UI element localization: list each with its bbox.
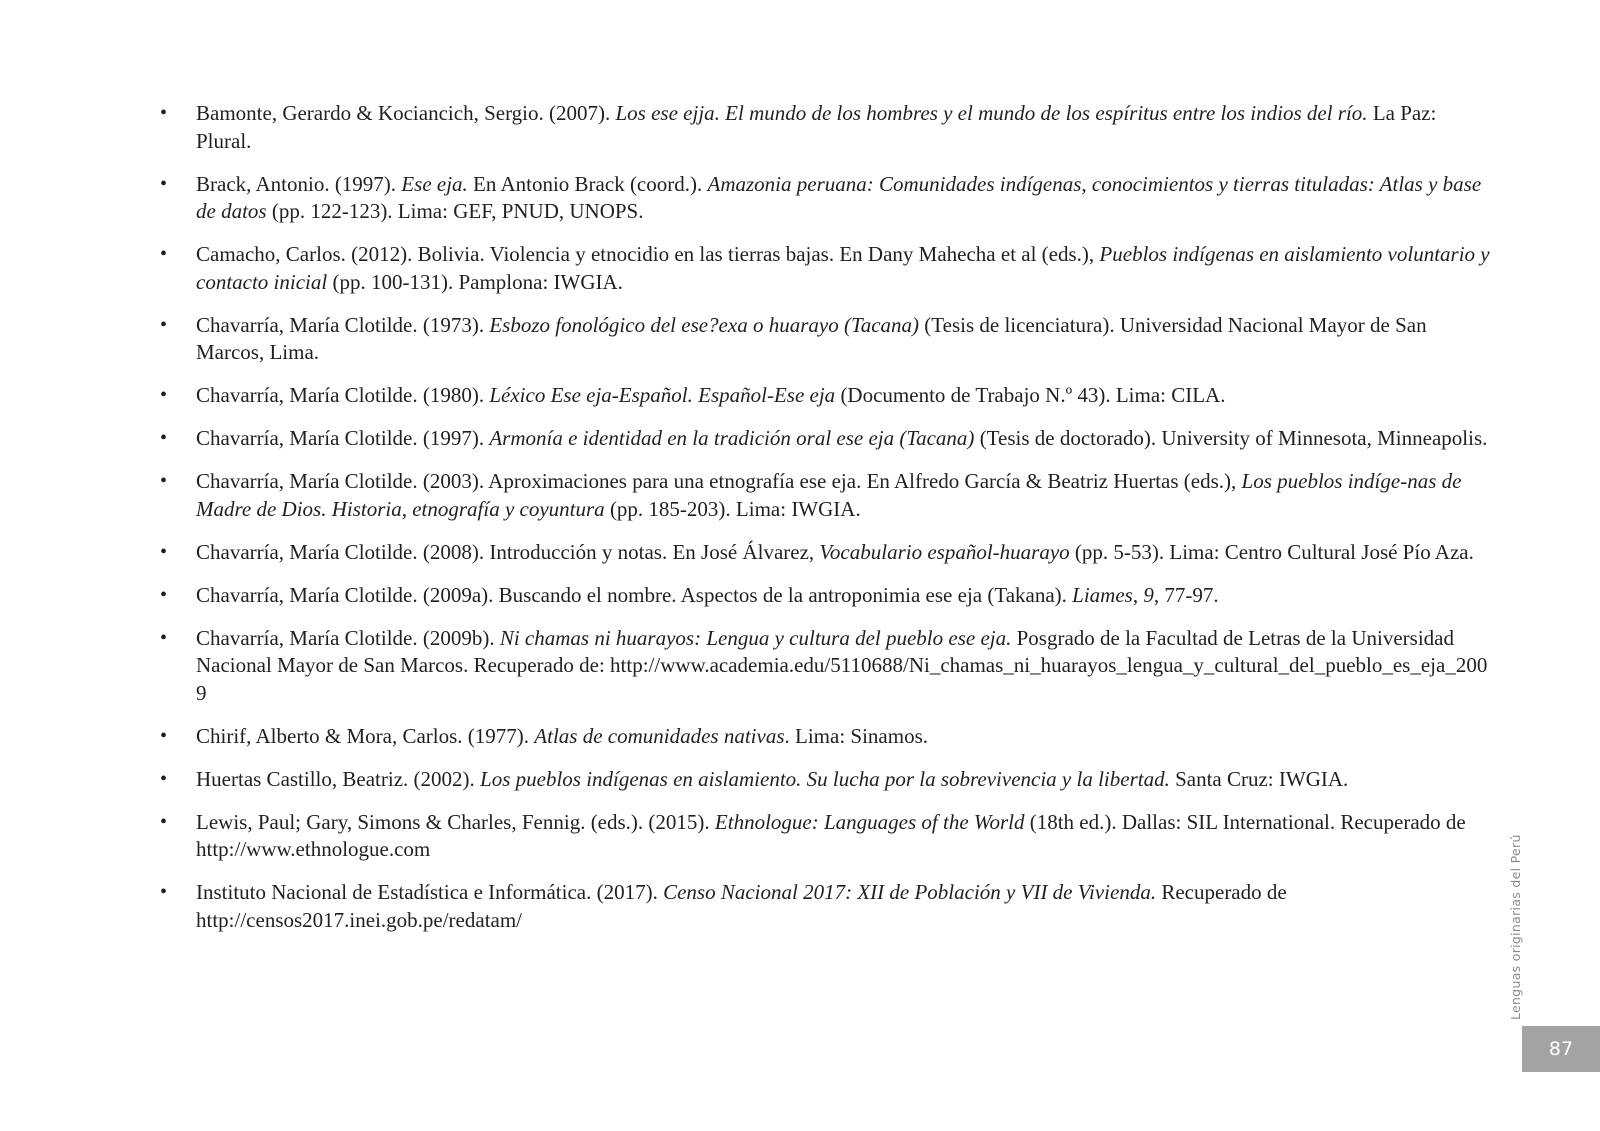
running-title: Lenguas originarias del Perú bbox=[1508, 834, 1523, 1020]
reference-item bbox=[160, 625, 1496, 708]
reference-text: http://www.academia.edu/5110688/Ni_chamas_ni_huarayos_lengua_y_cultural_del_pueblo_es_eja_2009 bbox=[196, 653, 1488, 705]
reference-text: , bbox=[1132, 582, 1144, 607]
reference-text: (pp. 5-53). Lima: Centro Cultural José Pío Aza. bbox=[1069, 539, 1474, 564]
reference-text: Instituto Nacional de Estadística e Informática. (2017). bbox=[196, 880, 664, 904]
reference-title: Vocabulario español-huarayo bbox=[819, 539, 1070, 564]
reference-title: Ni chamas ni huarayos: Lengua y cultura del pueblo ese eja. bbox=[499, 625, 1012, 650]
reference-text: Brack, Antonio. (1997). bbox=[196, 171, 402, 196]
reference-title: Ese eja. bbox=[401, 171, 468, 196]
page-number-badge bbox=[1522, 1026, 1600, 1072]
reference-text: (Tesis de licenciatura). Universidad Nacional Mayor de San Marcos, Lima. bbox=[196, 312, 1427, 364]
reference-title: Liames bbox=[1072, 582, 1133, 607]
reference-text: Recuperado de http://censos2017.inei.gob.pe/redatam/ bbox=[196, 880, 1287, 932]
reference-text: Lewis, Paul; Gary, Simons & Charles, Fennig. (eds.). (2015). bbox=[196, 809, 715, 834]
reference-text: Chavarría, María Clotilde. (1980). bbox=[196, 383, 490, 407]
reference-item bbox=[160, 171, 1496, 226]
reference-item bbox=[160, 425, 1496, 453]
reference-text: Chavarría, María Clotilde. (2009a). Buscando el nombre. Aspectos de la antroponimia ese eja (Takana). bbox=[196, 582, 1073, 607]
page-number: 87 bbox=[1548, 1038, 1574, 1060]
reference-title: Los pueblos indíge-nas de Madre de Dios. Historia, etnografía y coyuntura bbox=[196, 469, 1462, 521]
reference-text: Camacho, Carlos. (2012). Bolivia. Violencia y etnocidio en las tierras bajas. En Dany Mahecha et al (eds.), bbox=[196, 242, 1100, 266]
reference-text: (pp. 100-131). Pamplona: IWGIA. bbox=[327, 269, 623, 294]
reference-text: (pp. 185-203). Lima: IWGIA. bbox=[604, 496, 861, 521]
reference-title: Armonía e identidad en la tradición oral ese eja (Tacana) bbox=[489, 426, 975, 450]
reference-item bbox=[160, 582, 1496, 610]
reference-text: Huertas Castillo, Beatriz. (2002). bbox=[196, 766, 481, 791]
reference-text: Chavarría, María Clotilde. (1973). bbox=[196, 312, 490, 337]
reference-item bbox=[160, 723, 1496, 751]
reference-text: Bamonte, Gerardo & Kociancich, Sergio. (2007). bbox=[196, 101, 616, 125]
reference-item bbox=[160, 468, 1496, 523]
reference-text: En Antonio Brack (coord.). bbox=[467, 171, 708, 196]
reference-item bbox=[160, 241, 1496, 296]
reference-list bbox=[160, 100, 1496, 950]
reference-title: Los ese ejja. El mundo de los hombres y el mundo de los espíritus entre los indios del río. bbox=[615, 101, 1368, 125]
reference-title: Esbozo fonológico del ese?exa o huarayo (Tacana) bbox=[489, 312, 920, 337]
reference-item bbox=[160, 766, 1496, 794]
reference-item bbox=[160, 539, 1496, 567]
reference-item bbox=[160, 100, 1496, 155]
reference-title: Pueblos indígenas en aislamiento voluntario y contacto inicial bbox=[196, 242, 1490, 294]
reference-text: Chavarría, María Clotilde. (2008). Introducción y notas. En José Álvarez, bbox=[196, 539, 820, 564]
reference-item bbox=[160, 382, 1496, 410]
reference-title: Ethnologue: Languages of the World bbox=[714, 809, 1025, 834]
reference-text: Chavarría, María Clotilde. (2003). Aproximaciones para una etnografía ese eja. En Alfredo García & Beatriz Huertas (eds.), bbox=[196, 469, 1242, 493]
reference-text: Chavarría, María Clotilde. (1997). bbox=[196, 426, 490, 450]
reference-text: Chirif, Alberto & Mora, Carlos. (1977). bbox=[196, 723, 535, 748]
reference-text: La Paz: Plural. bbox=[196, 101, 1437, 153]
reference-text: Santa Cruz: IWGIA. bbox=[1169, 766, 1349, 791]
reference-text: (Tesis de doctorado). University of Minnesota, Minneapolis. bbox=[974, 426, 1488, 450]
reference-item bbox=[160, 809, 1496, 864]
reference-title: Léxico Ese eja-Español. Español-Ese eja bbox=[489, 383, 836, 407]
reference-title: Atlas de comunidades nativas bbox=[534, 723, 785, 748]
reference-text: Chavarría, María Clotilde. (2009b). bbox=[196, 625, 500, 650]
reference-item bbox=[160, 879, 1496, 934]
reference-text: (Documento de Trabajo N.º 43). Lima: CILA. bbox=[835, 383, 1226, 407]
reference-text: Posgrado de la Facultad de Letras de la Universidad Nacional Mayor de San Marcos. Recuperado de: bbox=[196, 625, 1454, 677]
reference-title: Los pueblos indígenas en aislamiento. Su lucha por la sobrevivencia y la libertad. bbox=[480, 766, 1170, 791]
reference-text: , 77-97. bbox=[1153, 582, 1219, 607]
reference-title: Censo Nacional 2017: XII de Población y VII de Vivienda. bbox=[663, 880, 1157, 904]
reference-text: . Lima: Sinamos. bbox=[784, 723, 929, 748]
reference-title: 9 bbox=[1143, 582, 1154, 607]
reference-text: (18th ed.). Dallas: SIL International. Recuperado de http://www.ethnologue.com bbox=[196, 809, 1466, 861]
reference-item bbox=[160, 312, 1496, 367]
reference-title: Amazonia peruana: Comunidades indígenas, conocimientos y tierras tituladas: Atlas y base de datos bbox=[196, 171, 1482, 223]
reference-text: (pp. 122-123). Lima: GEF, PNUD, UNOPS. bbox=[266, 199, 644, 223]
